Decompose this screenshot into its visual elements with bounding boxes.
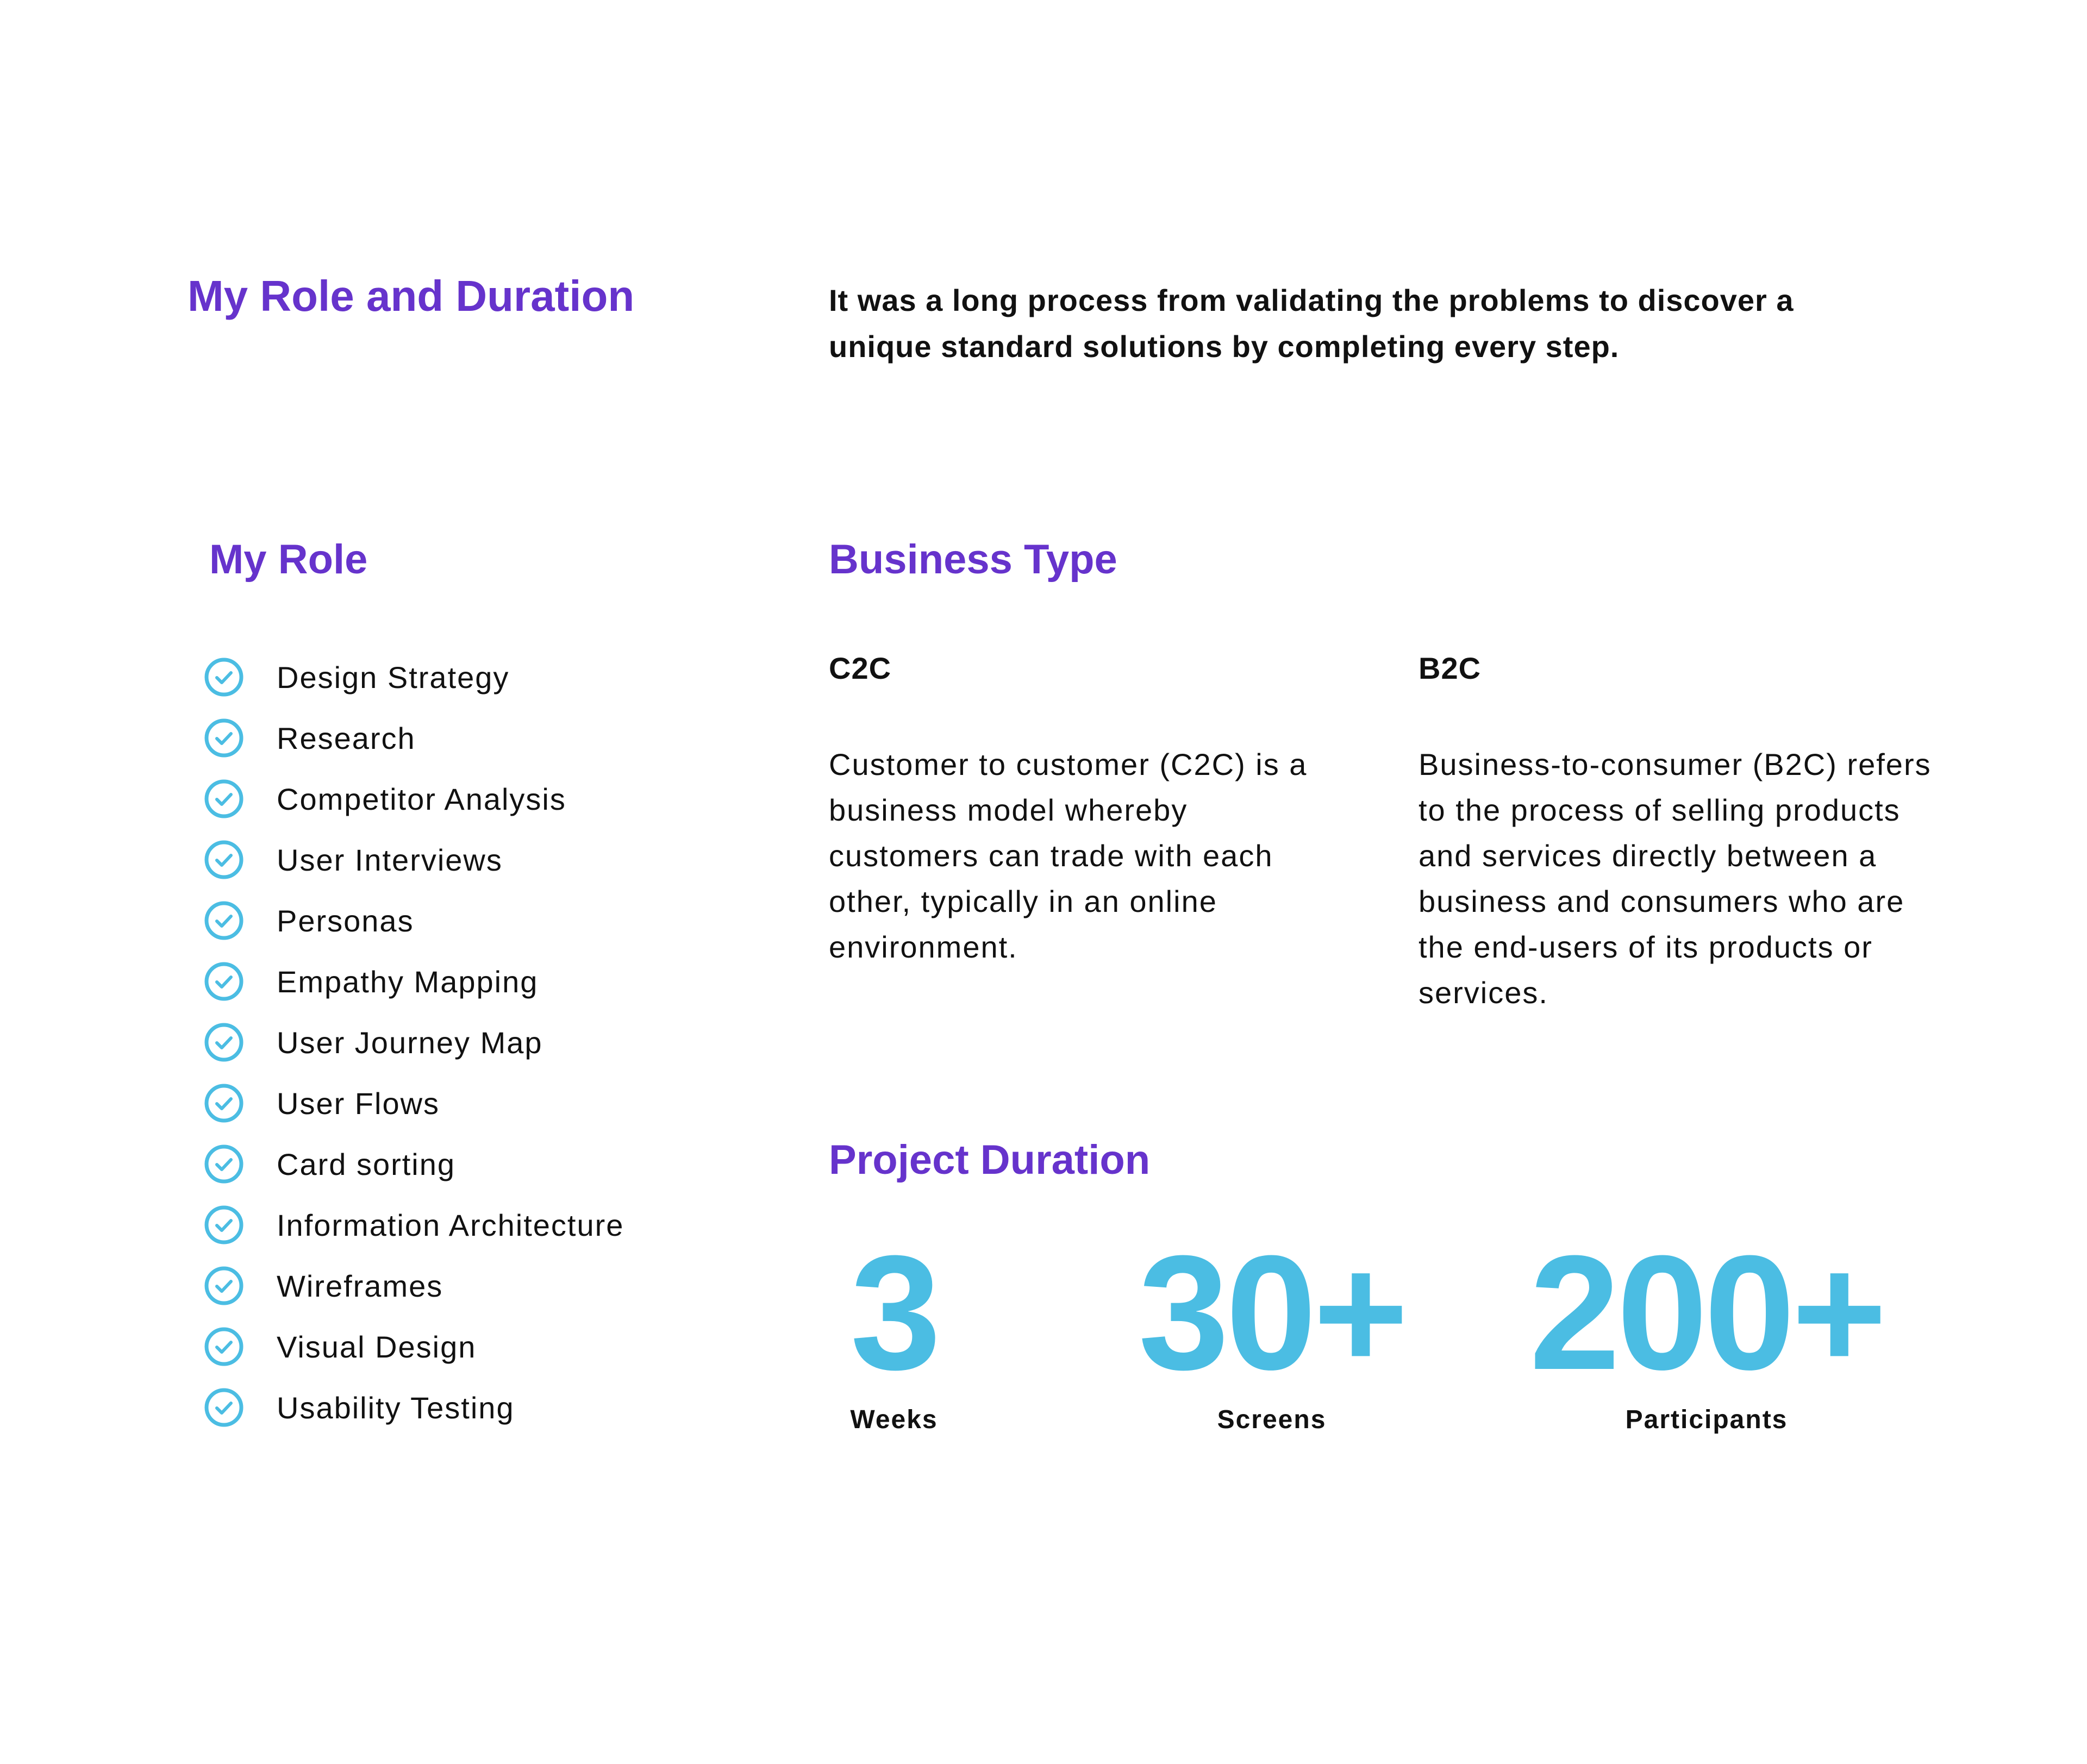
role-label: User Journey Map: [277, 1025, 543, 1060]
check-circle-icon: [204, 1022, 244, 1062]
check-circle-icon: [204, 900, 244, 941]
check-circle-icon: [204, 1083, 244, 1123]
business-type-label: C2C: [829, 651, 892, 685]
list-item: [204, 829, 624, 890]
role-label: Competitor Analysis: [277, 781, 566, 816]
stat-value: 200+: [1529, 1221, 1884, 1404]
list-item: [204, 1194, 624, 1255]
check-circle-icon: [204, 961, 244, 1002]
list-item: [204, 768, 624, 829]
role-label: Empathy Mapping: [277, 964, 539, 999]
check-circle-icon: [204, 1387, 244, 1428]
business-type-c2c: [829, 644, 1345, 970]
check-circle-icon: [204, 657, 244, 697]
stat-participants: [1505, 1221, 1908, 1435]
check-circle-icon: [204, 840, 244, 880]
page-title: My Role and Duration: [188, 272, 635, 320]
stat-label: Screens: [1217, 1405, 1327, 1434]
role-label: Design Strategy: [277, 660, 510, 695]
role-heading: My Role: [209, 536, 368, 583]
check-circle-icon: [204, 1327, 244, 1367]
stat-value: 30+: [1138, 1221, 1405, 1404]
business-type-heading: Business Type: [829, 536, 1117, 583]
project-duration-heading: Project Duration: [829, 1137, 1151, 1183]
stat-label: Weeks: [850, 1405, 938, 1434]
role-label: User Interviews: [277, 842, 503, 877]
list-item: [204, 1012, 624, 1073]
role-label: Usability Testing: [277, 1390, 515, 1425]
role-label: Visual Design: [277, 1329, 477, 1364]
intro-text: It was a long process from validating the problems to discover a unique standard solutions by completing every step.: [829, 283, 1794, 364]
list-item: [204, 1377, 624, 1438]
list-item: [204, 708, 624, 768]
role-label: User Flows: [277, 1086, 440, 1121]
check-circle-icon: [204, 1205, 244, 1245]
role-label: Personas: [277, 903, 414, 938]
stat-screens: [1114, 1221, 1429, 1435]
check-circle-icon: [204, 1266, 244, 1306]
stat-weeks: [804, 1221, 984, 1435]
role-label: Wireframes: [277, 1268, 443, 1303]
list-item: [204, 890, 624, 951]
business-type-description: Business-to-consumer (B2C) refers to the process of selling products and services directly between a business and consumers who are the end-users of its products or services.: [1419, 747, 1932, 1010]
list-item: [204, 951, 624, 1012]
stat-label: Participants: [1625, 1405, 1788, 1434]
list-item: [204, 1073, 624, 1134]
check-circle-icon: [204, 718, 244, 758]
list-item: [204, 1316, 624, 1377]
role-list: [204, 647, 624, 1438]
role-label: Card sorting: [277, 1147, 456, 1181]
check-circle-icon: [204, 1144, 244, 1184]
role-label: Information Architecture: [277, 1208, 624, 1242]
list-item: [204, 647, 624, 708]
business-type-description: Customer to customer (C2C) is a business model whereby customers can trade with each other, typically in an online environment.: [829, 747, 1308, 964]
list-item: [204, 1255, 624, 1316]
role-label: Research: [277, 721, 416, 755]
business-type-b2c: [1419, 644, 1935, 1016]
list-item: [204, 1134, 624, 1194]
stat-value: 3: [850, 1221, 938, 1404]
business-type-label: B2C: [1419, 651, 1482, 685]
check-circle-icon: [204, 779, 244, 819]
